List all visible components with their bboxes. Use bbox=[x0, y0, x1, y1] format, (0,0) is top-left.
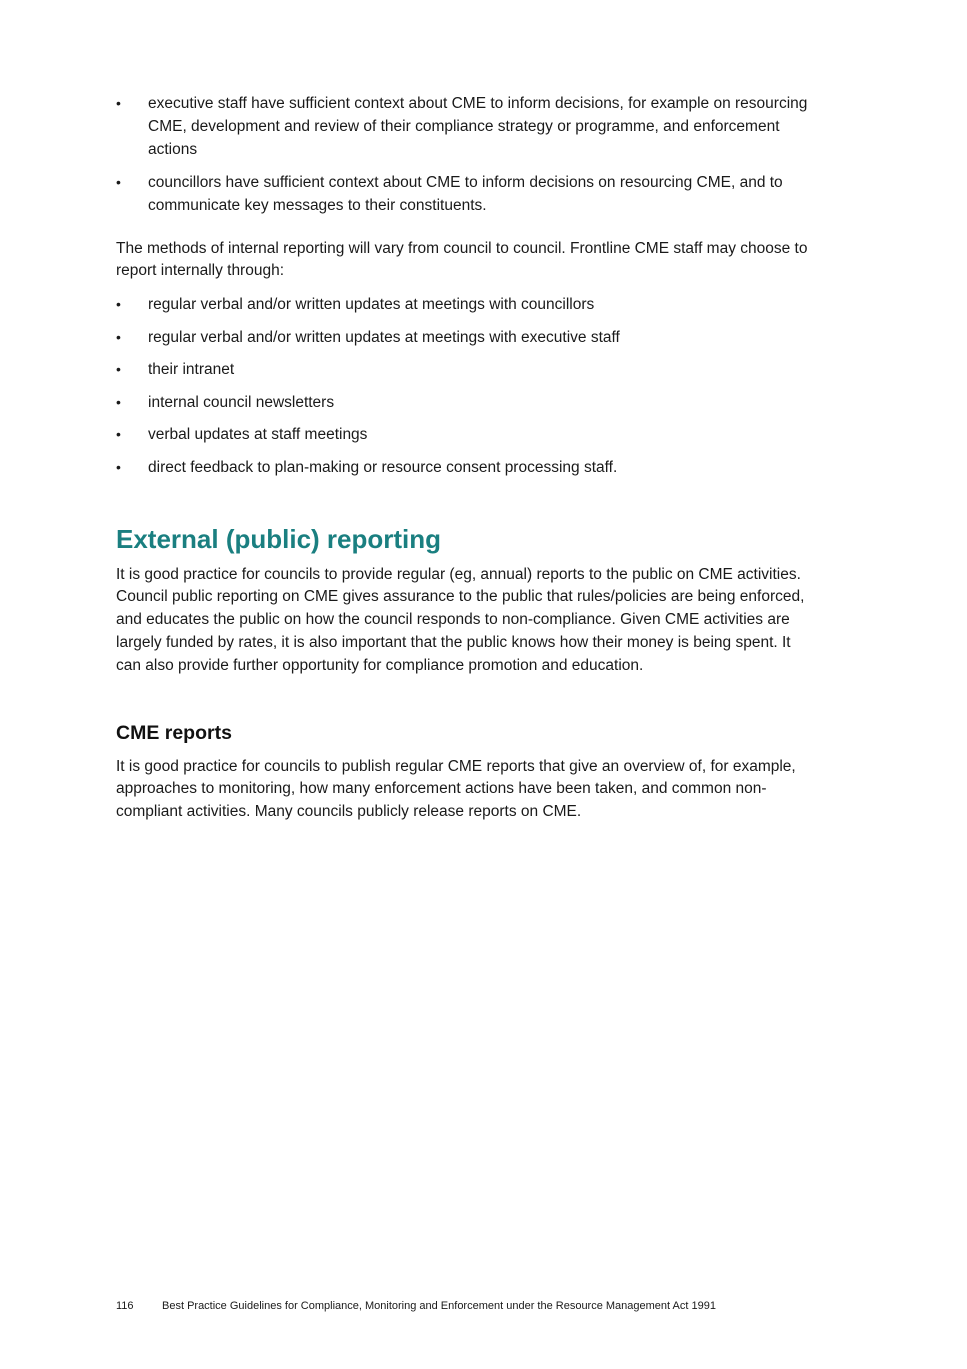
list-item bbox=[116, 456, 816, 479]
list-item-text: their intranet bbox=[148, 361, 235, 379]
list-item bbox=[116, 171, 816, 217]
cme-reports-heading: CME reports bbox=[116, 721, 232, 744]
bullet-icon: • bbox=[116, 393, 121, 410]
list-item bbox=[116, 423, 816, 446]
list-item-text: regular verbal and/or written updates at meetings with councillors bbox=[148, 296, 595, 314]
list-item-text: internal council newsletters bbox=[148, 393, 335, 411]
external-reporting-paragraph: It is good practice for councils to provide regular (eg, annual) reports to the public on CME activities. Council public reporting on CME gives assurance to the public that rules/policies are being enforced, and educates the public on how the council responds to non-compliance. Given CME activities are largely funded by rates, it is also important that the public knows how their money is being spent. It can also provide further opportunity for compliance promotion and education. bbox=[116, 565, 805, 674]
page-footer bbox=[116, 1298, 716, 1314]
list-item bbox=[116, 92, 816, 161]
bullet-icon: • bbox=[116, 328, 121, 345]
list-item-text: councillors have sufficient context about CME to inform decisions on resourcing CME, and to communicate key messages to their constituents. bbox=[148, 173, 783, 214]
list-item-text: regular verbal and/or written updates at meetings with executive staff bbox=[148, 328, 620, 346]
list-item bbox=[116, 326, 816, 349]
reporting-methods-list bbox=[116, 293, 816, 479]
cme-reports-paragraph: It is good practice for councils to publish regular CME reports that give an overview of, for example, approaches to monitoring, how many enforcement actions have been taken, and common non-compliant activities. Many councils publicly release reports on CME. bbox=[116, 757, 796, 821]
page-number: 116 bbox=[116, 1300, 134, 1312]
bullet-icon: • bbox=[116, 95, 121, 111]
bullet-icon: • bbox=[116, 458, 121, 475]
list-item bbox=[116, 358, 816, 381]
audience-bullet-list bbox=[116, 92, 816, 217]
bullet-icon: • bbox=[116, 296, 121, 313]
list-item-text: direct feedback to plan-making or resource consent processing staff. bbox=[148, 458, 618, 476]
bullet-icon: • bbox=[116, 361, 121, 378]
list-item bbox=[116, 293, 816, 316]
list-item-text: verbal updates at staff meetings bbox=[148, 426, 368, 444]
list-item-text: executive staff have sufficient context about CME to inform decisions, for example on resourcing CME, development and review of their compliance strategy or programme, and enforcement actions bbox=[148, 95, 808, 158]
bullet-icon: • bbox=[116, 426, 121, 443]
bullet-icon: • bbox=[116, 173, 121, 190]
document-page bbox=[116, 92, 816, 824]
internal-reporting-intro: The methods of internal reporting will vary from council to council. Frontline CME staff may choose to report internally through: bbox=[116, 239, 808, 280]
external-reporting-heading: External (public) reporting bbox=[116, 523, 442, 554]
list-item bbox=[116, 391, 816, 414]
footer-title: Best Practice Guidelines for Compliance, Monitoring and Enforcement under the Resource Management Act 1991 bbox=[162, 1300, 716, 1312]
